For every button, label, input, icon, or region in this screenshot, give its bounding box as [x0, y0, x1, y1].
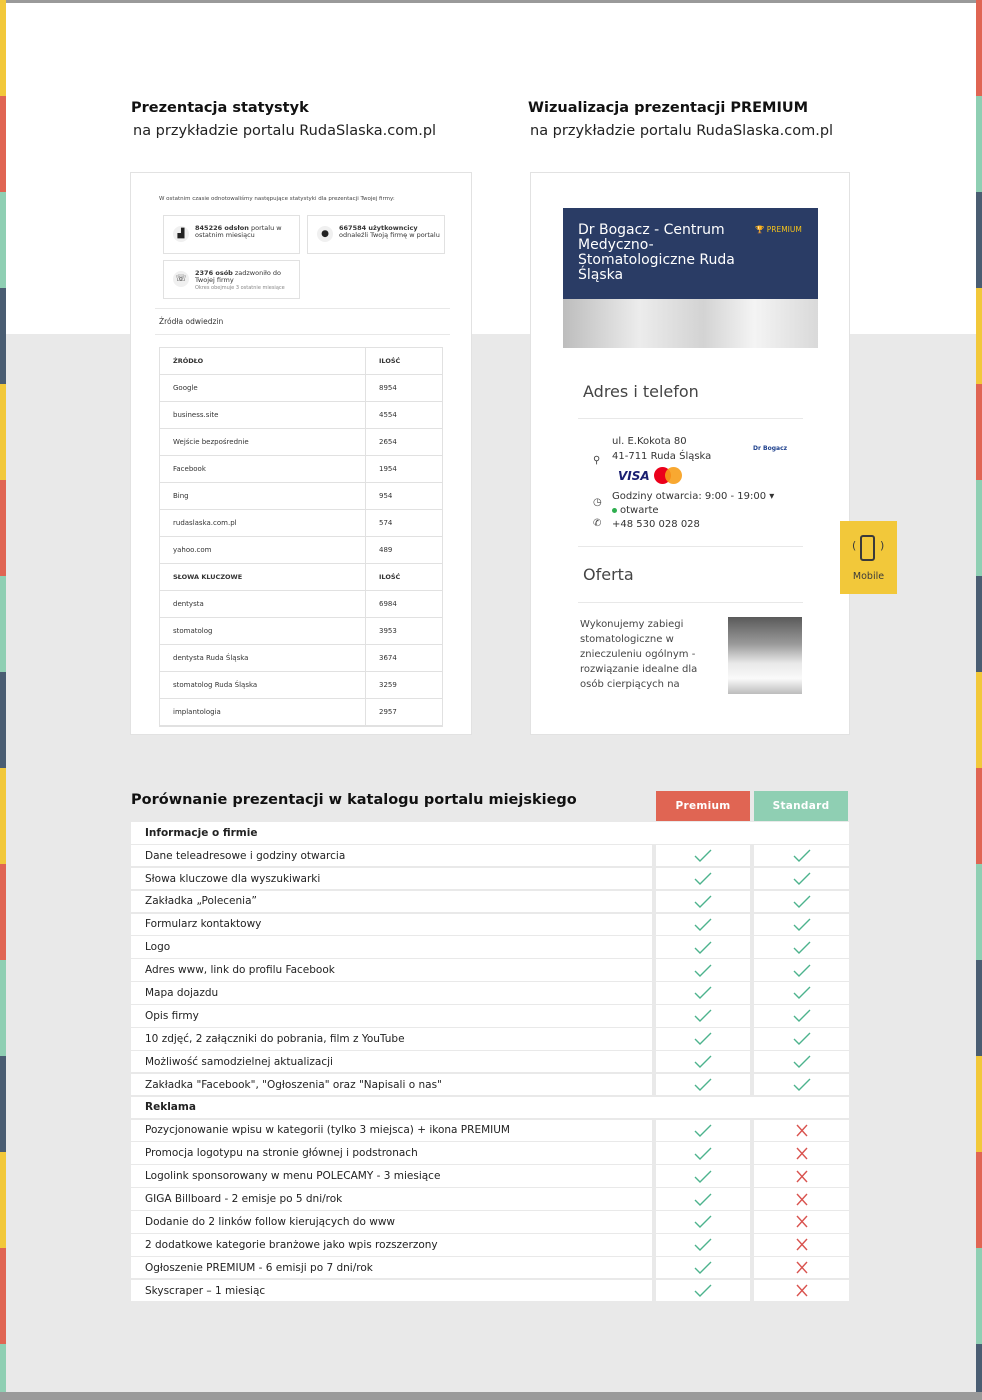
premium-check-icon — [656, 1051, 750, 1073]
premium-title: Wizualizacja prezentacji PREMIUM — [528, 100, 809, 116]
feature-label: Dodanie do 2 linków follow kierujących do www — [131, 1211, 652, 1233]
stats-table-row — [160, 537, 442, 564]
right-color-stripe — [976, 0, 982, 1400]
standard-cross-icon — [754, 1211, 849, 1233]
comparison-row — [131, 1257, 849, 1280]
business-name: Dr Bogacz - Centrum Medyczno-Stomatologiczne Ruda Śląska — [578, 222, 735, 283]
clock-icon: ◷ — [593, 497, 602, 508]
bottom-border — [0, 1392, 982, 1400]
clinic-photo — [563, 299, 818, 348]
standard-check-icon — [754, 891, 849, 913]
feature-label: Logolink sponsorowany w menu POLECAMY - 3 miesiące — [131, 1165, 652, 1187]
divider — [578, 418, 803, 419]
standard-check-icon — [754, 936, 849, 958]
feature-label: GIGA Billboard - 2 emisje po 5 dni/rok — [131, 1188, 652, 1210]
feature-label: Informacje o firmie — [131, 822, 849, 844]
premium-check-icon — [656, 1211, 750, 1233]
feature-label: Formularz kontaktowy — [131, 914, 652, 936]
comparison-row — [131, 1188, 849, 1211]
feature-label: Reklama — [131, 1097, 849, 1119]
stat-calls-value: 2376 osób — [195, 269, 233, 277]
top-border — [0, 0, 982, 3]
stats-cell-name: Wejście bezpośrednie — [160, 429, 366, 455]
standard-cross-icon — [754, 1257, 849, 1279]
premium-subtitle: na przykładzie portalu RudaSlaska.com.pl — [530, 123, 834, 139]
premium-check-icon — [656, 891, 750, 913]
standard-check-icon — [754, 914, 849, 936]
offer-photo — [728, 617, 802, 694]
stats-cell-value: ILOŚĆ — [379, 573, 401, 581]
premium-check-icon — [656, 1257, 750, 1279]
stat-box-users — [307, 215, 445, 254]
stats-table-row — [160, 591, 442, 618]
stats-table-header — [160, 348, 442, 375]
stats-cell-name: business.site — [160, 402, 366, 428]
comparison-row — [131, 1142, 849, 1165]
opening-hours-label: Godziny otwarcia: 9:00 - 19:00 — [612, 491, 767, 502]
stats-cell-value: 1954 — [379, 465, 397, 473]
standard-check-icon — [754, 868, 849, 890]
feature-label: Dane teleadresowe i godziny otwarcia — [131, 845, 652, 867]
address-heading: Adres i telefon — [583, 382, 699, 401]
feature-label: 2 dodatkowe kategorie branżowe jako wpis rozszerzony — [131, 1234, 652, 1256]
bar-chart-icon: ▟ — [173, 226, 189, 242]
comparison-row — [131, 1074, 849, 1097]
comparison-row — [131, 982, 849, 1005]
premium-check-icon — [656, 1074, 750, 1096]
stats-cell-value: ILOŚĆ — [379, 357, 401, 365]
premium-check-icon — [656, 959, 750, 981]
premium-check-icon — [656, 982, 750, 1004]
open-status-label: otwarte — [620, 505, 659, 516]
feature-label: Ogłoszenie PREMIUM - 6 emisji po 7 dni/rok — [131, 1257, 652, 1279]
divider — [155, 334, 450, 335]
stats-subtitle: na przykładzie portalu RudaSlaska.com.pl — [133, 123, 437, 139]
premium-check-icon — [656, 1165, 750, 1187]
stats-table-row — [160, 618, 442, 645]
comparison-row — [131, 1120, 849, 1143]
premium-check-icon — [656, 1234, 750, 1256]
standard-cross-icon — [754, 1142, 849, 1164]
comparison-row — [131, 1280, 849, 1303]
stats-table-row — [160, 699, 442, 726]
signal-right-icon: ) — [880, 539, 885, 552]
feature-label: Opis firmy — [131, 1005, 652, 1027]
standard-cross-icon — [754, 1280, 849, 1302]
standard-cross-icon — [754, 1120, 849, 1142]
stats-cell-name: Facebook — [160, 456, 366, 482]
comparison-row — [131, 1165, 849, 1188]
premium-check-icon — [656, 1005, 750, 1027]
stats-cell-name: SŁOWA KLUCZOWE — [160, 564, 366, 590]
comparison-row — [131, 1028, 849, 1051]
stats-cell-value: 2654 — [379, 438, 397, 446]
stats-table-row — [160, 483, 442, 510]
stat-box-calls — [163, 260, 300, 299]
stats-cell-value: 3953 — [379, 627, 397, 635]
premium-check-icon — [656, 1142, 750, 1164]
stats-cell-name: dentysta Ruda Śląska — [160, 645, 366, 671]
comparison-row — [131, 1211, 849, 1234]
comparison-row — [131, 936, 849, 959]
comparison-table — [131, 822, 849, 1303]
stats-cell-name: implantologia — [160, 699, 366, 725]
premium-banner — [563, 208, 818, 348]
stats-table-row — [160, 672, 442, 699]
premium-check-icon — [656, 845, 750, 867]
status-dot-icon — [612, 508, 617, 513]
premium-check-icon — [656, 868, 750, 890]
comparison-row — [131, 868, 849, 891]
stats-cell-value: 2957 — [379, 708, 397, 716]
business-logo: Dr Bogacz — [753, 445, 788, 452]
feature-label: Adres www, link do profilu Facebook — [131, 959, 652, 981]
comparison-row — [131, 914, 849, 937]
stats-cell-name: Bing — [160, 483, 366, 509]
premium-check-icon — [656, 936, 750, 958]
stats-cell-value: 3674 — [379, 654, 397, 662]
stats-cell-value: 6984 — [379, 600, 397, 608]
comparison-title: Porównanie prezentacji w katalogu portalu miejskiego — [131, 792, 577, 808]
standard-cross-icon — [754, 1234, 849, 1256]
premium-badge-label: PREMIUM — [766, 225, 802, 234]
trophy-icon: 🏆 — [755, 225, 765, 234]
stat-views-value: 845226 odsłon — [195, 224, 249, 232]
feature-label: 10 zdjęć, 2 załączniki do pobrania, film z YouTube — [131, 1028, 652, 1050]
premium-badge — [755, 225, 802, 234]
left-color-stripe — [0, 0, 6, 1400]
offer-text: Wykonujemy zabiegi stomatologiczne w znieczuleniu ogólnym - rozwiązanie idealne dla osób cierpiących na — [580, 619, 698, 690]
feature-label: Skyscraper – 1 miesiąc — [131, 1280, 652, 1302]
stats-cell-name: stomatolog — [160, 618, 366, 644]
premium-card — [530, 172, 850, 735]
stats-cell-name: stomatolog Ruda Śląska — [160, 672, 366, 698]
comparison-group-row — [131, 1097, 849, 1120]
stat-box-views — [163, 215, 300, 254]
stats-card — [130, 172, 472, 735]
standard-check-icon — [754, 959, 849, 981]
stats-cell-value: 574 — [379, 519, 393, 527]
address-street: ul. E.Kokota 80 — [612, 436, 687, 447]
premium-check-icon — [656, 1188, 750, 1210]
caret-down-icon: ▾ — [769, 491, 775, 502]
stats-table-row — [160, 645, 442, 672]
standard-check-icon — [754, 1051, 849, 1073]
standard-check-icon — [754, 845, 849, 867]
stats-cell-name: yahoo.com — [160, 537, 366, 563]
stats-cell-value: 3259 — [379, 681, 397, 689]
stats-cell-name: dentysta — [160, 591, 366, 617]
stats-table-row — [160, 510, 442, 537]
stat-calls-note: Okres obejmuje 3 ostatnie miesiące — [195, 285, 285, 291]
mobile-label: Mobile — [852, 571, 885, 582]
stats-cell-name: rudaslaska.com.pl — [160, 510, 366, 536]
sources-heading: Źródła odwiedzin — [159, 317, 224, 326]
feature-label: Możliwość samodzielnej aktualizacji — [131, 1051, 652, 1073]
stats-table-row — [160, 429, 442, 456]
mastercard-logo — [654, 467, 682, 484]
open-status — [612, 503, 659, 518]
stat-calls-label: zadzwoniło do Twojej firmy — [195, 269, 282, 284]
standard-cross-icon — [754, 1188, 849, 1210]
comparison-row — [131, 1005, 849, 1028]
standard-check-icon — [754, 1074, 849, 1096]
stats-table-row — [160, 375, 442, 402]
divider — [578, 546, 803, 547]
stats-cell-value: 954 — [379, 492, 393, 500]
stats-cell-value: 489 — [379, 546, 393, 554]
smartphone-icon — [860, 535, 875, 561]
phone-icon: ✆ — [593, 518, 602, 529]
standard-check-icon — [754, 1005, 849, 1027]
premium-check-icon — [656, 1028, 750, 1050]
feature-label: Mapa dojazdu — [131, 982, 652, 1004]
comparison-row — [131, 845, 849, 868]
mobile-button[interactable] — [840, 521, 897, 594]
feature-label: Zakładka "Facebook", "Ogłoszenia" oraz "Napisali o nas" — [131, 1074, 652, 1096]
stats-intro: W ostatnim czasie odnotowaliśmy następujące statystyki dla prezentacji Twojej firmy: — [159, 196, 395, 202]
offer-heading: Oferta — [583, 565, 634, 584]
comparison-row — [131, 1234, 849, 1257]
feature-label: Zakładka „Polecenia” — [131, 891, 652, 913]
divider — [578, 602, 803, 603]
opening-hours[interactable] — [612, 489, 774, 504]
stats-cell-name: ŹRÓDŁO — [160, 348, 366, 374]
stats-cell-name: Google — [160, 375, 366, 401]
premium-check-icon — [656, 1280, 750, 1302]
feature-label: Słowa kluczowe dla wyszukiwarki — [131, 868, 652, 890]
address-city: 41-711 Ruda Śląska — [612, 451, 712, 462]
location-pin-icon: ⚲ — [593, 455, 601, 466]
signal-left-icon: ( — [852, 539, 857, 552]
standard-column-header: Standard — [754, 791, 848, 821]
stat-views-label: portalu w ostatnim miesiącu — [195, 224, 282, 239]
stats-table — [159, 347, 443, 727]
phone-number[interactable]: +48 530 028 028 — [612, 519, 700, 530]
comparison-group-row — [131, 822, 849, 845]
stats-cell-value: 8954 — [379, 384, 397, 392]
standard-check-icon — [754, 1028, 849, 1050]
comparison-row — [131, 891, 849, 914]
comparison-row — [131, 1051, 849, 1074]
stat-users-label: odnaleźli Twoją firmę w portalu — [339, 231, 440, 239]
stats-cell-value: 4554 — [379, 411, 397, 419]
standard-cross-icon — [754, 1165, 849, 1187]
stats-table-header — [160, 564, 442, 591]
stat-users-value: 667584 użytkowncicy — [339, 224, 418, 232]
premium-check-icon — [656, 1120, 750, 1142]
premium-check-icon — [656, 914, 750, 936]
stats-title: Prezentacja statystyk — [131, 100, 309, 116]
divider — [155, 308, 450, 309]
stats-table-row — [160, 402, 442, 429]
feature-label: Logo — [131, 936, 652, 958]
feature-label: Promocja logotypu na stronie głównej i podstronach — [131, 1142, 652, 1164]
standard-check-icon — [754, 982, 849, 1004]
stats-table-row — [160, 456, 442, 483]
comparison-row — [131, 959, 849, 982]
user-icon: ● — [317, 226, 333, 242]
feature-label: Pozycjonowanie wpisu w kategorii (tylko 3 miejsca) + ikona PREMIUM — [131, 1120, 652, 1142]
premium-column-header: Premium — [656, 791, 750, 821]
visa-logo: VISA — [618, 469, 650, 483]
phone-icon: ☏ — [173, 271, 189, 287]
